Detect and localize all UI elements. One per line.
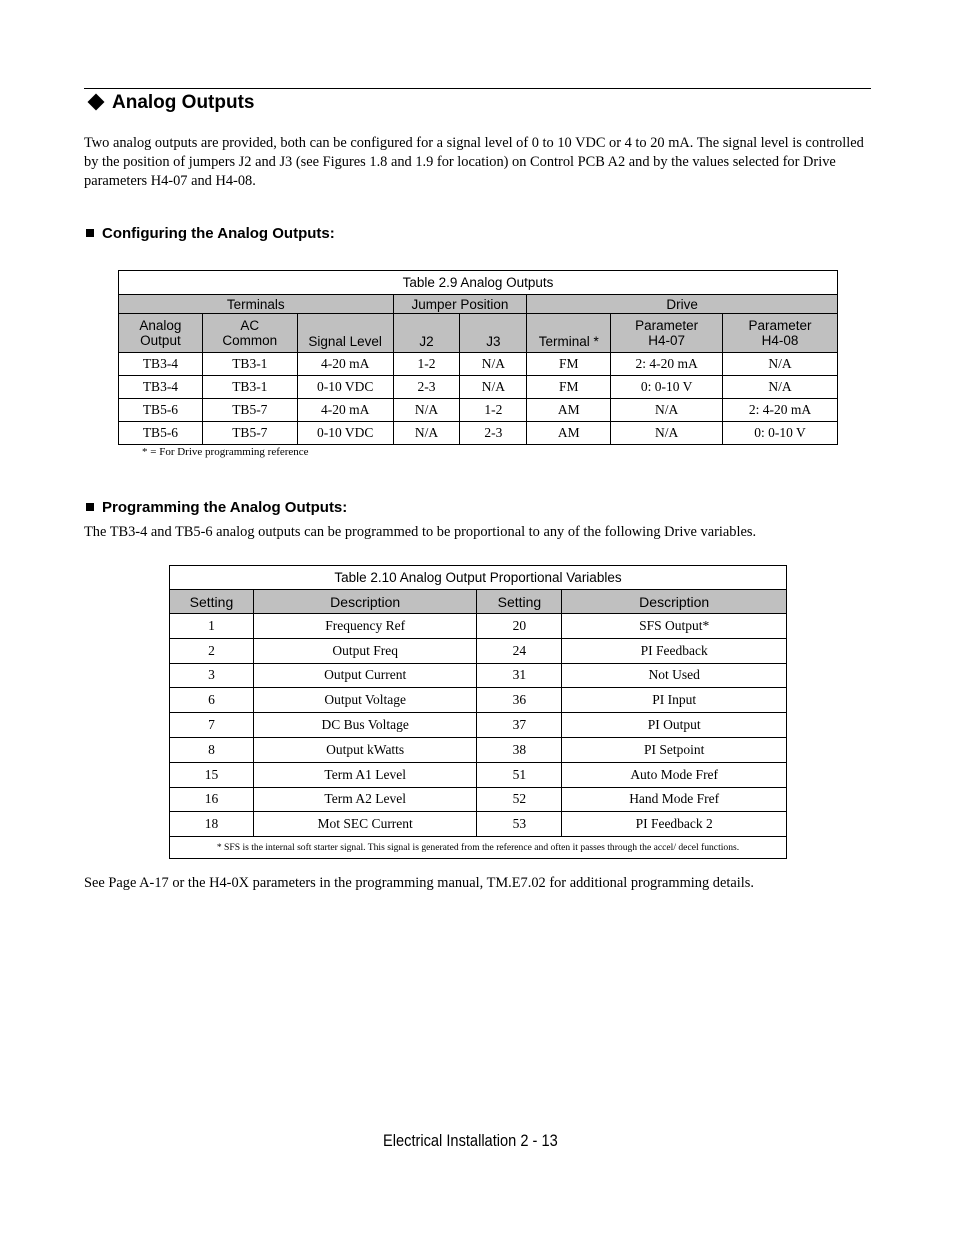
table-row — [170, 737, 787, 762]
table-cell: PI Feedback 2 — [562, 812, 787, 837]
table-cell: 6 — [170, 688, 254, 713]
table-cell: 0-10 VDC — [297, 376, 393, 399]
table-row — [119, 422, 838, 445]
table-cell: Hand Mode Fref — [562, 787, 787, 812]
table-cell: Mot SEC Current — [253, 812, 477, 837]
table-cell: TB3-4 — [119, 376, 203, 399]
table-cell: 36 — [477, 688, 562, 713]
table-cell: TB3-1 — [202, 376, 297, 399]
table-cell: N/A — [460, 376, 527, 399]
column-header: Parameter H4-07 — [611, 314, 723, 353]
table-cell: 16 — [170, 787, 254, 812]
table-row — [170, 688, 787, 713]
table-cell: N/A — [723, 353, 838, 376]
configuring-heading — [86, 225, 335, 242]
table-cell: 51 — [477, 762, 562, 787]
column-header: Parameter H4-08 — [723, 314, 838, 353]
table-cell: 4-20 mA — [297, 399, 393, 422]
column-header: AC Common — [202, 314, 297, 353]
table-cell: 1-2 — [460, 399, 527, 422]
table-cell: TB3-1 — [202, 353, 297, 376]
table-cell: 24 — [477, 638, 562, 663]
configuring-heading-text: Configuring the Analog Outputs: — [102, 225, 335, 242]
table-cell: 53 — [477, 812, 562, 837]
table-cell: PI Feedback — [562, 638, 787, 663]
table-cell: 2: 4-20 mA — [611, 353, 723, 376]
table-cell: TB5-7 — [202, 399, 297, 422]
column-header: Description — [253, 590, 477, 614]
table-cell: PI Output — [562, 713, 787, 738]
table-cell: FM — [527, 353, 611, 376]
table-cell: 0: 0-10 V — [723, 422, 838, 445]
table-row — [119, 376, 838, 399]
table-cell: AM — [527, 399, 611, 422]
top-rule — [84, 88, 871, 89]
intro-paragraph: Two analog outputs are provided, both can be configured for a signal level of 0 to 10 VDC or 4 to 20 mA. The signal level is controlled by the position of jumpers J2 and J3 (see Figures 1.8 and 1.9 for location) on Control PCB A2 and by the values selected for Drive parameters H4-07 and H4-08. — [84, 135, 864, 189]
table-note: * = For Drive programming reference — [142, 446, 309, 458]
table-cell: 7 — [170, 713, 254, 738]
group-header-drive: Drive — [527, 295, 838, 314]
see-page-paragraph: See Page A-17 or the H4-0X parameters in the programming manual, TM.E7.02 for additional programming details. — [84, 875, 754, 891]
column-header: Description — [562, 590, 787, 614]
table-cell: 52 — [477, 787, 562, 812]
table-cell: Term A2 Level — [253, 787, 477, 812]
table-cell: 31 — [477, 663, 562, 688]
table-caption: Table 2.10 Analog Output Proportional Variables — [170, 566, 787, 590]
table-cell: 1-2 — [393, 353, 460, 376]
group-header-terminals: Terminals — [119, 295, 394, 314]
analog-outputs-table — [118, 270, 838, 445]
group-header-jumper-position: Jumper Position — [393, 295, 527, 314]
table-cell: PI Input — [562, 688, 787, 713]
table-cell: TB3-4 — [119, 353, 203, 376]
table-cell: SFS Output* — [562, 614, 787, 639]
table-cell: N/A — [393, 422, 460, 445]
table-cell: 2-3 — [460, 422, 527, 445]
table-cell: AM — [527, 422, 611, 445]
table-footnote: * SFS is the internal soft starter signal. This signal is generated from the reference and often it passes through the accel/ decel functions. — [170, 837, 787, 859]
table-cell: Output Freq — [253, 638, 477, 663]
table-cell: 18 — [170, 812, 254, 837]
table-cell: Not Used — [562, 663, 787, 688]
table-cell: 2: 4-20 mA — [723, 399, 838, 422]
table-cell: 2 — [170, 638, 254, 663]
table-cell: DC Bus Voltage — [253, 713, 477, 738]
programming-paragraph: The TB3-4 and TB5-6 analog outputs can be programmed to be proportional to any of the following Drive variables. — [84, 524, 757, 540]
table-cell: 2-3 — [393, 376, 460, 399]
table-cell: N/A — [460, 353, 527, 376]
table-row — [170, 663, 787, 688]
column-header: Analog Output — [119, 314, 203, 353]
column-header: Terminal * — [527, 314, 611, 353]
table-cell: N/A — [611, 399, 723, 422]
table-cell: 37 — [477, 713, 562, 738]
table-cell: Output kWatts — [253, 737, 477, 762]
square-bullet-icon — [86, 229, 94, 237]
section-title-text: Analog Outputs — [112, 92, 255, 113]
table-cell: Output Current — [253, 663, 477, 688]
table-cell: Frequency Ref — [253, 614, 477, 639]
table-cell: TB5-7 — [202, 422, 297, 445]
table-cell: 4-20 mA — [297, 353, 393, 376]
table-row — [170, 762, 787, 787]
table-row — [119, 399, 838, 422]
table-cell: TB5-6 — [119, 422, 203, 445]
table-row — [119, 353, 838, 376]
table-cell: 8 — [170, 737, 254, 762]
table-cell: 3 — [170, 663, 254, 688]
table-caption: Table 2.9 Analog Outputs — [119, 271, 838, 295]
table-row — [170, 812, 787, 837]
diamond-bullet-icon — [88, 94, 105, 111]
table-cell: 38 — [477, 737, 562, 762]
table-cell: Output Voltage — [253, 688, 477, 713]
table-cell: 20 — [477, 614, 562, 639]
proportional-variables-table — [169, 565, 787, 859]
table-cell: TB5-6 — [119, 399, 203, 422]
table-cell: N/A — [393, 399, 460, 422]
table-cell: 0: 0-10 V — [611, 376, 723, 399]
table-cell: 15 — [170, 762, 254, 787]
square-bullet-icon — [86, 503, 94, 511]
table-cell: 0-10 VDC — [297, 422, 393, 445]
column-header: Setting — [477, 590, 562, 614]
table-cell: 1 — [170, 614, 254, 639]
section-title — [86, 92, 254, 114]
table-cell: N/A — [611, 422, 723, 445]
table-row — [170, 713, 787, 738]
table-cell: Auto Mode Fref — [562, 762, 787, 787]
table-cell: N/A — [723, 376, 838, 399]
table-cell: Term A1 Level — [253, 762, 477, 787]
table-cell: FM — [527, 376, 611, 399]
column-header: Setting — [170, 590, 254, 614]
column-header: Signal Level — [297, 314, 393, 353]
column-header: J3 — [460, 314, 527, 353]
table-row — [170, 638, 787, 663]
table-row — [170, 787, 787, 812]
programming-heading-text: Programming the Analog Outputs: — [102, 499, 348, 516]
page-footer: Electrical Installation 2 - 13 — [383, 1131, 558, 1150]
programming-heading — [86, 499, 347, 516]
column-header: J2 — [393, 314, 460, 353]
table-row — [170, 614, 787, 639]
table-cell: PI Setpoint — [562, 737, 787, 762]
